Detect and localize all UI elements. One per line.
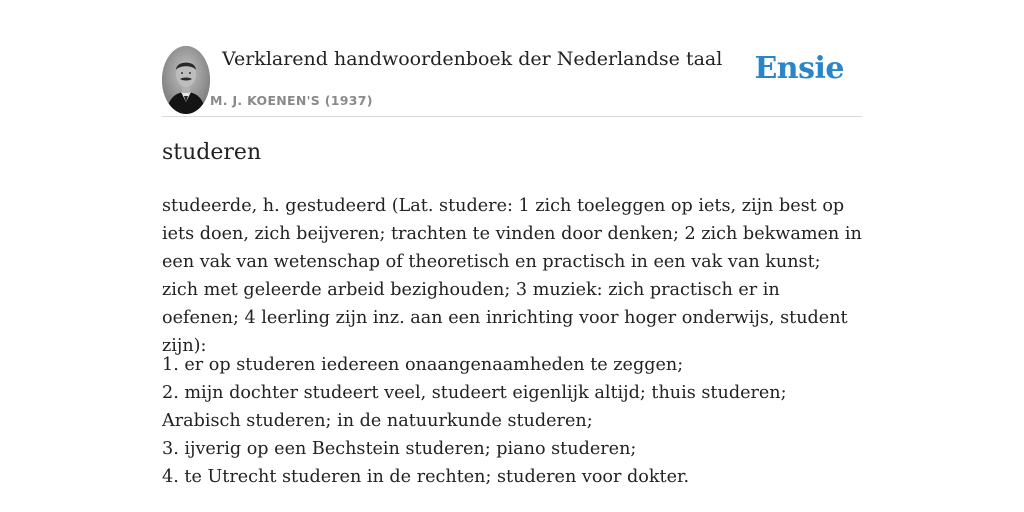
- author-portrait: [162, 46, 210, 114]
- dictionary-title: Verklarend handwoordenboek der Nederlandse taal: [222, 48, 723, 70]
- entry-examples: [162, 351, 862, 491]
- portrait-image: [162, 46, 210, 114]
- example-item: 1. er op studeren iedereen onaangenaamheden te zeggen;: [162, 355, 684, 375]
- entry-headword: studeren: [162, 140, 262, 165]
- dictionary-author: M. J. KOENEN'S (1937): [210, 93, 373, 108]
- dictionary-header: [162, 46, 862, 117]
- example-item: 2. mijn dochter studeert veel, studeert eigenlijk altijd; thuis studeren; Arabisch studeren; in de natuurkunde studeren;: [162, 383, 787, 431]
- example-item: 3. ijverig op een Bechstein studeren; piano studeren;: [162, 439, 637, 459]
- example-item: 4. te Utrecht studeren in de rechten; studeren voor dokter.: [162, 467, 690, 487]
- ensie-logo-link[interactable]: Ensie: [754, 51, 844, 86]
- entry-definition: studeerde, h. gestudeerd (Lat. studere: 1 zich toeleggen op iets, zijn best op iets doen, zich beijveren; trachten te vinden door denken; 2 zich bekwamen in een vak van wetenschap of theoretisch en practisch in een vak van kunst; zich met geleerde arbeid bezighouden; 3 muziek: zich practisch er in oefenen; 4 leerling zijn inz. aan een inrichting voor hoger onderwijs, student zijn):: [162, 196, 862, 356]
